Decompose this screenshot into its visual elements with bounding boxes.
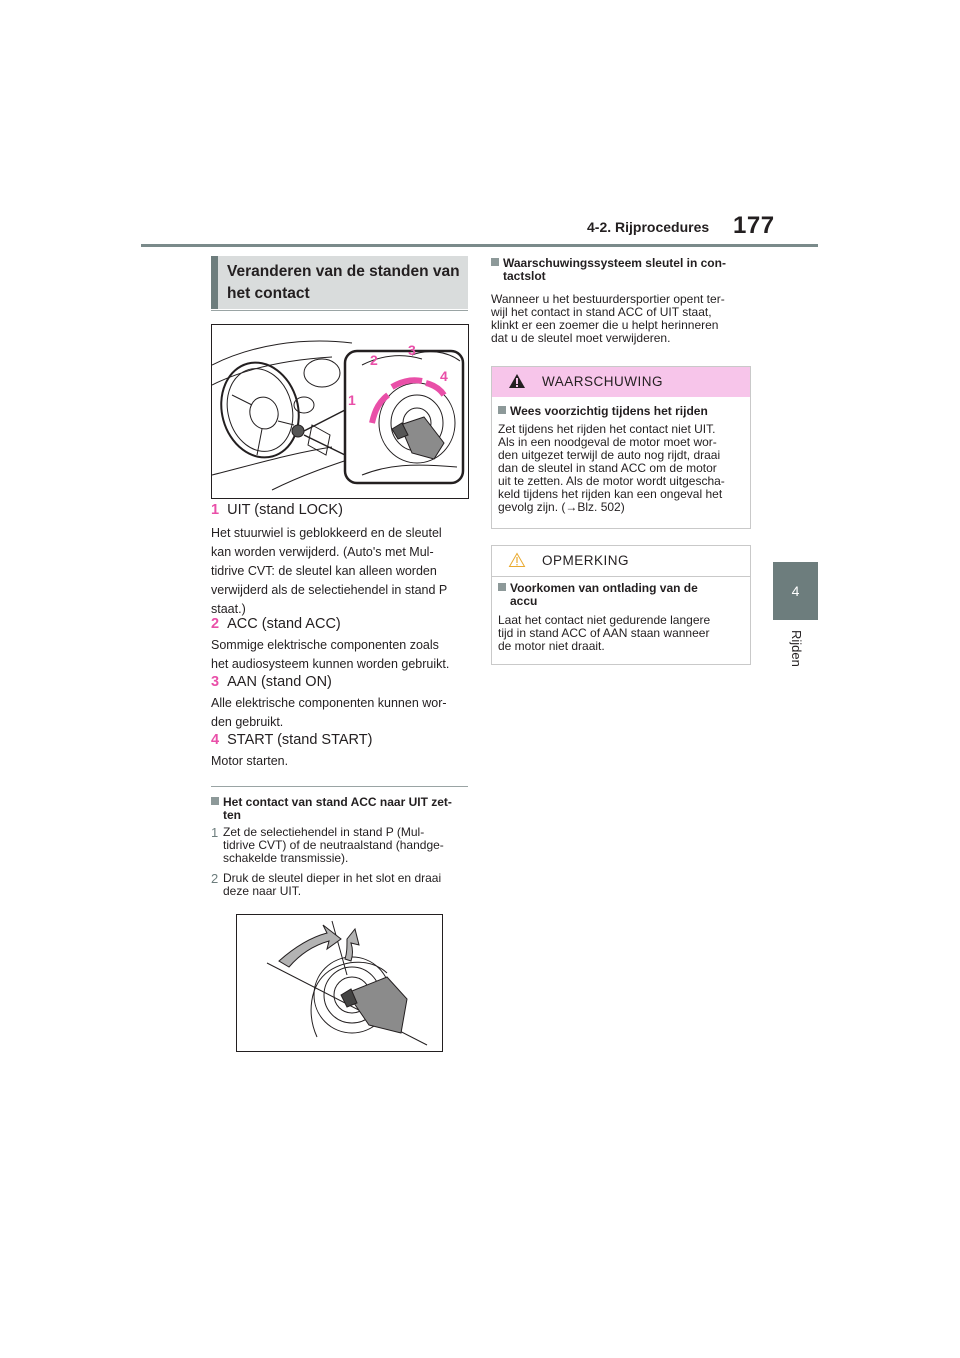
acc-to-off-title	[211, 796, 471, 822]
section-heading	[211, 256, 468, 309]
body-line: klinkt er een zoemer die u helpt herinneren	[491, 318, 719, 332]
desc-line: Alle elektrische componenten kunnen wor-	[211, 696, 447, 710]
chapter-label-text: Rijden	[789, 630, 804, 667]
heading-bar	[211, 256, 218, 309]
desc-line: verwijderd als de selectiehendel in stand P	[211, 583, 448, 597]
chapter-tab: 4	[773, 562, 818, 620]
heading-rule	[211, 310, 468, 311]
desc-line: staat.)	[211, 602, 246, 616]
desc-line: Sommige elektrische componenten zoals	[211, 638, 439, 652]
position-title: START (stand START)	[227, 732, 373, 748]
position-1-desc	[211, 524, 473, 619]
title-line: tactslot	[503, 269, 546, 283]
position-3	[211, 674, 332, 690]
heading-text: Veranderen van de standen van het contact	[227, 263, 460, 302]
desc-line: het audiosysteem kunnen worden gebruikt.	[211, 657, 450, 671]
desc-line: Het stuurwiel is geblokkeerd en de sleutel	[211, 526, 442, 540]
position-number: 1	[211, 502, 220, 518]
step-line: deze naar UIT.	[223, 884, 302, 898]
body-line: Laat het contact niet gedurende langere	[498, 613, 711, 627]
warning-header	[492, 367, 750, 397]
step-1	[211, 826, 471, 865]
subsection-rule	[211, 786, 468, 787]
title-line: ten	[223, 808, 241, 822]
title-text: Het contact van stand ACC naar UIT zet-	[223, 795, 452, 809]
body-line: wijl het contact in stand ACC of UIT staat,	[491, 305, 712, 319]
figure-label-3: 3	[408, 342, 416, 358]
position-1	[211, 502, 343, 518]
key-turn-illustration	[237, 915, 442, 1051]
header-rule	[141, 244, 818, 247]
title-line	[211, 796, 471, 809]
title-text: Voorkomen van ontlading van de	[510, 581, 698, 595]
section-title: 4-2. Rijprocedures	[587, 219, 710, 235]
step-line: Zet de selectiehendel in stand P (Mul-	[223, 825, 425, 839]
step-number: 1	[211, 825, 219, 840]
step-line: tidrive CVT) of de neutraalstand (handge-	[223, 838, 444, 852]
note-label: OPMERKING	[542, 553, 630, 568]
body-line: Als in een noodgeval de motor moet wor-	[498, 435, 717, 449]
body-line: tijd in stand ACC of AAN staan wanneer	[498, 626, 710, 640]
desc-line: den gebruikt.	[211, 715, 284, 729]
dashboard-illustration	[212, 325, 468, 498]
note-title	[498, 582, 748, 608]
position-number: 2	[211, 616, 220, 632]
step-number: 2	[211, 871, 219, 886]
step-line: schakelde transmissie).	[223, 851, 349, 865]
page-number: 177	[733, 212, 775, 239]
position-4-desc	[211, 752, 473, 771]
body-line: gevolg zijn. (→Blz. 502)	[498, 500, 625, 514]
warning-label: WAARSCHUWING	[542, 374, 663, 389]
square-bullet-icon	[211, 797, 219, 805]
step-2	[211, 872, 471, 898]
body-line: de motor niet draait.	[498, 639, 605, 653]
position-3-desc	[211, 694, 473, 732]
figure-label-2: 2	[370, 352, 378, 368]
body-line: uit te zetten. Als de motor wordt uitgescha-	[498, 474, 725, 488]
body-line: keld tijdens het rijden kan een ongeval het	[498, 487, 723, 501]
body-line: dan de sleutel in stand ACC om de motor	[498, 461, 717, 475]
desc-line: Motor starten.	[211, 754, 289, 768]
title-line: accu	[510, 594, 538, 608]
body-line: Wanneer u het bestuurdersportier opent ter-	[491, 292, 725, 306]
warning-title	[498, 405, 748, 418]
note-header	[492, 546, 750, 577]
position-number: 4	[211, 732, 220, 748]
title-text: Waarschuwingssysteem sleutel in con-	[503, 256, 726, 270]
desc-line: tidrive CVT: de sleutel kan alleen worden	[211, 564, 437, 578]
position-title: UIT (stand LOCK)	[227, 502, 343, 518]
figure-label-4: 4	[440, 368, 448, 384]
chapter-label	[780, 630, 810, 680]
desc-line: kan worden verwijderd. (Auto's met Mul-	[211, 545, 434, 559]
step-line: Druk de sleutel dieper in het slot en draai	[223, 871, 442, 885]
key-warning-body	[491, 293, 753, 345]
key-warning-title	[491, 257, 753, 283]
square-bullet-icon	[498, 406, 506, 414]
body-line: dat u de sleutel moet verwijderen.	[491, 331, 671, 345]
position-4	[211, 732, 372, 748]
warning-box	[491, 366, 751, 529]
note-body	[498, 614, 750, 653]
position-title: ACC (stand ACC)	[227, 616, 341, 632]
note-box	[491, 545, 751, 665]
position-2-desc	[211, 636, 473, 674]
position-title: AAN (stand ON)	[227, 674, 332, 690]
ignition-dashboard-figure	[211, 324, 469, 499]
body-line: den uitgezet terwijl de auto nog rijdt, draai	[498, 448, 721, 462]
position-number: 3	[211, 674, 220, 690]
warning-body	[498, 423, 750, 514]
position-2	[211, 616, 341, 632]
caution-triangle-icon	[508, 552, 526, 568]
square-bullet-icon	[498, 583, 506, 591]
square-bullet-icon	[491, 258, 499, 266]
figure-label-1: 1	[348, 392, 356, 408]
warning-triangle-icon	[508, 373, 526, 389]
title-text: Wees voorzichtig tijdens het rijden	[510, 404, 708, 418]
body-line: Zet tijdens het rijden het contact niet UIT.	[498, 422, 716, 436]
key-turn-figure	[236, 914, 443, 1052]
